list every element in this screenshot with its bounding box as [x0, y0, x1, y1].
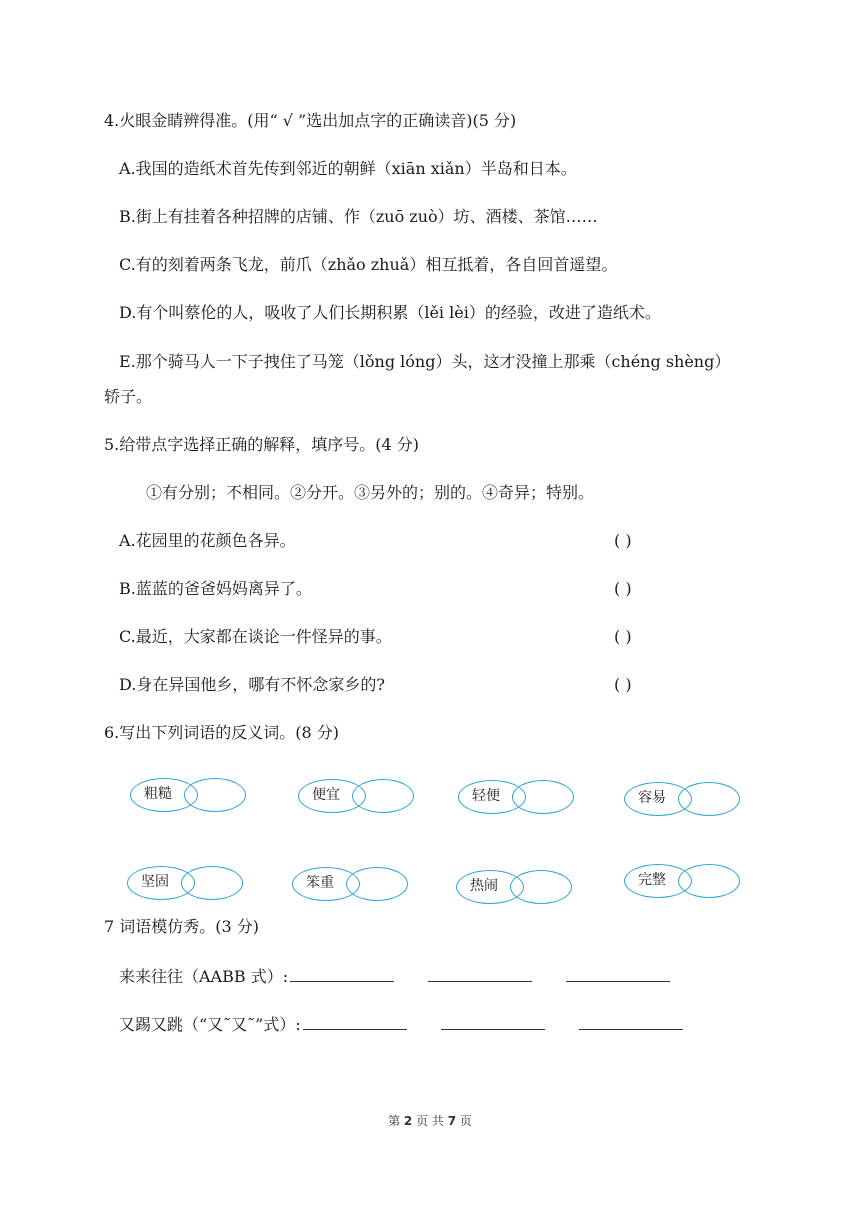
q5-answer-paren-d[interactable]: ( ) [614, 675, 632, 694]
answer-blank[interactable] [303, 1015, 407, 1030]
answer-oval[interactable] [184, 778, 246, 812]
question-6-title: 6.写出下列词语的反义词。(8 分) [104, 723, 340, 742]
antonym-pair-6 [292, 867, 412, 907]
q5-item-d: D.身在异国他乡，哪有不怀念家乡的? [119, 675, 385, 694]
antonym-pair-5 [127, 866, 247, 906]
q4-option-b: B.街上有挂着各种招牌的店铺、作（zuō zuò）坊、酒楼、茶馆…… [119, 207, 598, 226]
footer-suffix: 页 [456, 1114, 472, 1128]
answer-oval[interactable] [181, 866, 243, 900]
q5-item-a: A.花园里的花颜色各异。 [119, 531, 296, 550]
answer-blank[interactable] [441, 1015, 545, 1030]
word-label: 热闹 [470, 878, 498, 894]
q5-answer-paren-a[interactable]: ( ) [614, 531, 632, 550]
word-label: 容易 [638, 790, 666, 806]
answer-oval[interactable] [510, 870, 572, 904]
antonym-pair-8 [624, 864, 744, 904]
answer-blank[interactable] [579, 1015, 683, 1030]
q4-option-a: A.我国的造纸术首先传到邻近的朝鲜（xiān xiǎn）半岛和日本。 [119, 159, 577, 178]
antonym-pair-3 [458, 780, 578, 820]
q4-option-e: E.那个骑马人一下子拽住了马笼（lǒng lóng）头，这才没撞上那乘（chéng shèng） [119, 352, 731, 371]
q5-item-b: B.蓝蓝的爸爸妈妈离异了。 [119, 579, 312, 598]
answer-oval[interactable] [678, 864, 740, 898]
q5-meanings: ①有分别；不相同。②分开。③另外的；别的。④奇异；特别。 [146, 483, 595, 502]
total-page-number: 7 [447, 1114, 457, 1128]
word-label: 坚固 [141, 874, 169, 890]
antonym-pair-1 [130, 778, 250, 818]
antonym-pair-2 [298, 779, 418, 819]
answer-blank[interactable] [290, 967, 394, 982]
q4-option-d: D.有个叫蔡伦的人，吸收了人们长期积累（lěi lèi）的经验，改进了造纸术。 [119, 303, 661, 322]
antonym-pair-7 [456, 870, 576, 910]
word-label: 轻便 [472, 788, 500, 804]
question-7-title: 7 词语模仿秀。(3 分) [104, 917, 260, 936]
q7-line-1-label: 来来往往（AABB 式）: [119, 967, 289, 986]
footer-prefix: 第 [388, 1114, 404, 1128]
answer-oval[interactable] [346, 867, 408, 901]
q5-answer-paren-b[interactable]: ( ) [614, 579, 632, 598]
antonym-pair-4 [624, 782, 744, 822]
q4-option-e-continuation: 轿子。 [104, 387, 153, 406]
question-4-title: 4.火眼金睛辨得准。(用“ √ ”选出加点字的正确读音)(5 分) [104, 111, 517, 130]
word-label: 完整 [638, 872, 666, 888]
answer-oval[interactable] [352, 779, 414, 813]
word-label: 笨重 [306, 875, 334, 891]
word-label: 便宜 [312, 787, 340, 803]
q7-line-2-label: 又踢又跳（“又˜又˜”式）: [119, 1015, 301, 1034]
q4-option-c: C.有的刻着两条飞龙，前爪（zhǎo zhuǎ）相互抵着，各自回首遥望。 [119, 255, 618, 274]
answer-oval[interactable] [512, 780, 574, 814]
footer-middle: 页 共 [412, 1114, 448, 1128]
question-5-title: 5.给带点字选择正确的解释，填序号。(4 分) [104, 435, 420, 454]
q5-item-c: C.最近，大家都在谈论一件怪异的事。 [119, 627, 392, 646]
q7-line-1 [119, 966, 670, 988]
answer-oval[interactable] [678, 782, 740, 816]
q7-line-2 [119, 1014, 683, 1036]
word-label: 粗糙 [144, 786, 172, 802]
answer-blank[interactable] [428, 967, 532, 982]
answer-blank[interactable] [566, 967, 670, 982]
q5-answer-paren-c[interactable]: ( ) [614, 627, 632, 646]
page-footer [0, 1112, 860, 1129]
current-page-number: 2 [403, 1114, 413, 1128]
